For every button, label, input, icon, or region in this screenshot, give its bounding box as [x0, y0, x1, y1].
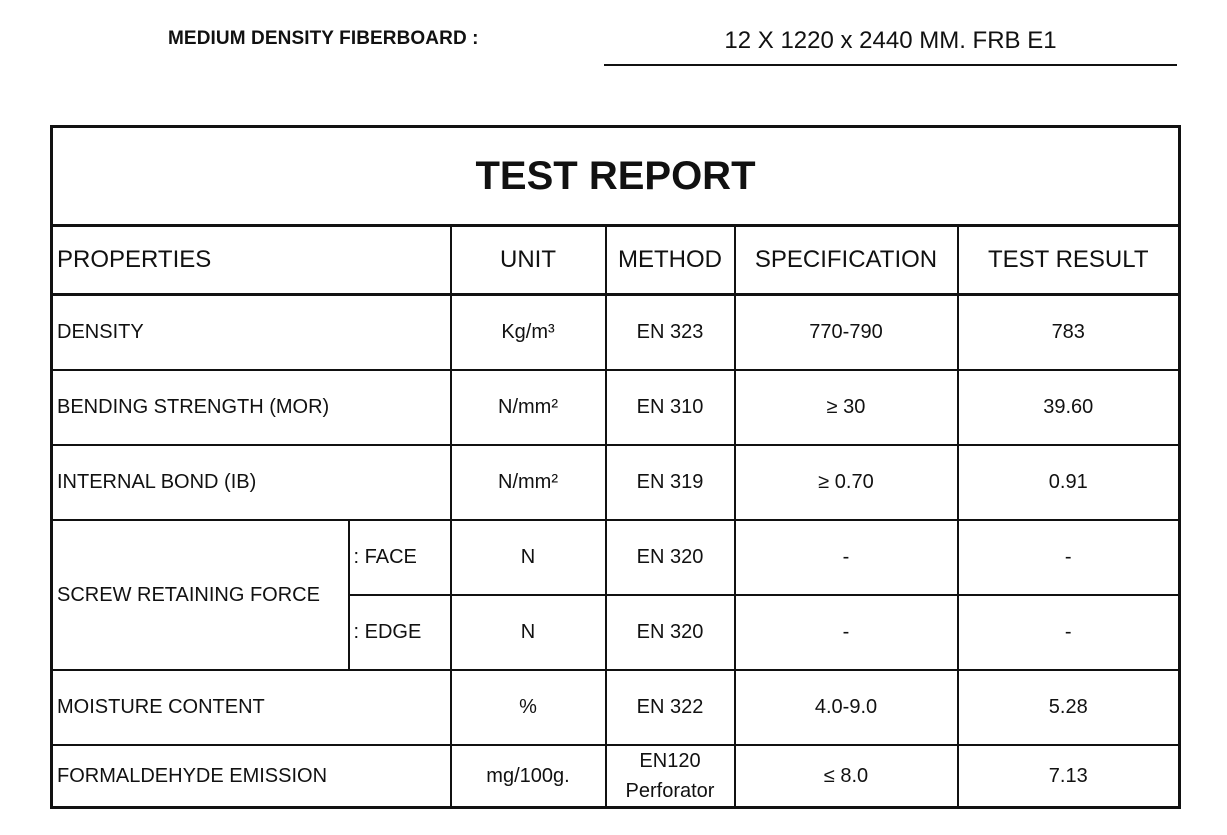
- unit-cell: N/mm²: [451, 445, 606, 520]
- column-header-method: METHOD: [606, 226, 735, 295]
- method-line-1: EN120: [639, 750, 701, 772]
- result-cell: -: [958, 520, 1180, 595]
- specification-cell: ≤ 8.0: [735, 745, 958, 808]
- sub-property-cell: : EDGE: [349, 595, 451, 670]
- property-cell: BENDING STRENGTH (MOR): [52, 370, 451, 445]
- table-row-moisture-content: [52, 670, 1180, 745]
- result-cell: 783: [958, 295, 1180, 371]
- unit-cell: N: [451, 595, 606, 670]
- table-row-formaldehyde-emission: [52, 745, 1180, 808]
- method-cell: EN 320: [606, 520, 735, 595]
- test-report-table: [50, 125, 1181, 809]
- property-cell: MOISTURE CONTENT: [52, 670, 451, 745]
- result-cell: 39.60: [958, 370, 1180, 445]
- report-title: TEST REPORT: [52, 127, 1180, 226]
- method-cell: EN 322: [606, 670, 735, 745]
- table-row-density: [52, 295, 1180, 371]
- product-label: MEDIUM DENSITY FIBERBOARD :: [168, 28, 479, 49]
- header-row: [52, 226, 1180, 295]
- specification-cell: 770-790: [735, 295, 958, 371]
- table-row-bending-strength: [52, 370, 1180, 445]
- title-row: [52, 127, 1180, 226]
- specification-cell: -: [735, 595, 958, 670]
- column-header-unit: UNIT: [451, 226, 606, 295]
- method-cell: EN 319: [606, 445, 735, 520]
- specification-cell: -: [735, 520, 958, 595]
- unit-cell: Kg/m³: [451, 295, 606, 371]
- specification-cell: ≥ 0.70: [735, 445, 958, 520]
- property-cell: DENSITY: [52, 295, 451, 371]
- result-cell: 7.13: [958, 745, 1180, 808]
- method-cell: EN 320: [606, 595, 735, 670]
- unit-cell: %: [451, 670, 606, 745]
- method-cell: EN 310: [606, 370, 735, 445]
- property-cell: SCREW RETAINING FORCE: [52, 520, 349, 670]
- result-cell: 5.28: [958, 670, 1180, 745]
- column-header-properties: PROPERTIES: [52, 226, 451, 295]
- unit-cell: mg/100g.: [451, 745, 606, 808]
- unit-cell: N: [451, 520, 606, 595]
- method-line-2: Perforator: [625, 780, 715, 802]
- product-spec-value: 12 X 1220 x 2440 MM. FRB E1: [604, 24, 1177, 66]
- property-cell: INTERNAL BOND (IB): [52, 445, 451, 520]
- table-row-screw-face: [52, 520, 1180, 595]
- result-cell: 0.91: [958, 445, 1180, 520]
- unit-cell: N/mm²: [451, 370, 606, 445]
- specification-cell: ≥ 30: [735, 370, 958, 445]
- column-header-specification: SPECIFICATION: [735, 226, 958, 295]
- method-cell: [606, 745, 735, 808]
- method-cell: EN 323: [606, 295, 735, 371]
- table-row-internal-bond: [52, 445, 1180, 520]
- result-cell: -: [958, 595, 1180, 670]
- column-header-result: TEST RESULT: [958, 226, 1180, 295]
- sub-property-cell: : FACE: [349, 520, 451, 595]
- property-cell: FORMALDEHYDE EMISSION: [52, 745, 451, 808]
- specification-cell: 4.0-9.0: [735, 670, 958, 745]
